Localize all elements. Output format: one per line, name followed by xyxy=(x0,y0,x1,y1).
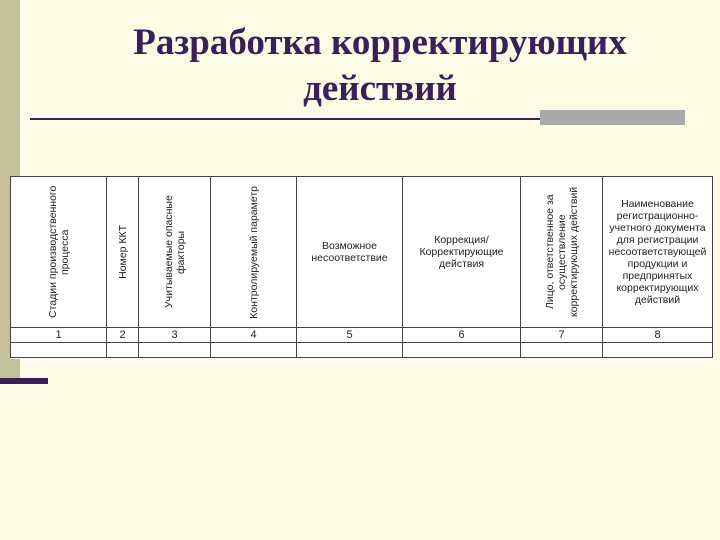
header-label: Наименование регистрационно-учетного документа для регистрации несоответствующей продукции и предпринятых корректирующих действий xyxy=(608,198,707,306)
header-label: Контролируемый параметр xyxy=(247,185,260,319)
number-cell: 3 xyxy=(139,328,211,343)
empty-cell xyxy=(211,343,297,358)
number-cell: 5 xyxy=(297,328,403,343)
number-cell: 6 xyxy=(403,328,521,343)
header-cell xyxy=(297,177,403,328)
header-cell xyxy=(11,177,107,328)
header-label: Номер ККТ xyxy=(116,225,129,279)
number-cell: 7 xyxy=(521,328,603,343)
header-label: Возможное несоответствие xyxy=(311,240,388,264)
header-cell xyxy=(107,177,139,328)
header-label: Лицо, ответственное за осуществление корректирующих действий xyxy=(543,186,580,318)
left-band-cap xyxy=(0,378,48,384)
number-cell: 8 xyxy=(603,328,713,343)
number-cell: 2 xyxy=(107,328,139,343)
empty-cell xyxy=(107,343,139,358)
header-cell xyxy=(603,177,713,328)
empty-cell xyxy=(11,343,107,358)
title-underline-accent xyxy=(540,110,685,125)
table-empty-row xyxy=(11,343,713,358)
haccp-table-container xyxy=(10,176,712,359)
header-cell xyxy=(403,177,521,328)
header-label: Стадии производственного процесса xyxy=(46,185,71,319)
empty-cell xyxy=(521,343,603,358)
empty-cell xyxy=(139,343,211,358)
header-cell xyxy=(521,177,603,328)
empty-cell xyxy=(603,343,713,358)
title-line-2: действий xyxy=(303,68,457,109)
title-line-1: Разработка корректирующих xyxy=(133,22,627,63)
empty-cell xyxy=(297,343,403,358)
header-label: Коррекция/Корректирующие действия xyxy=(419,234,504,270)
number-cell: 1 xyxy=(11,328,107,343)
header-cell xyxy=(211,177,297,328)
header-label: Учитываемые опасные факторы xyxy=(162,195,187,309)
slide-title xyxy=(60,20,700,112)
number-cell: 4 xyxy=(211,328,297,343)
corrective-actions-table xyxy=(10,176,713,358)
table-number-row xyxy=(11,328,713,343)
table-header-row xyxy=(11,177,713,328)
header-cell xyxy=(139,177,211,328)
empty-cell xyxy=(403,343,521,358)
